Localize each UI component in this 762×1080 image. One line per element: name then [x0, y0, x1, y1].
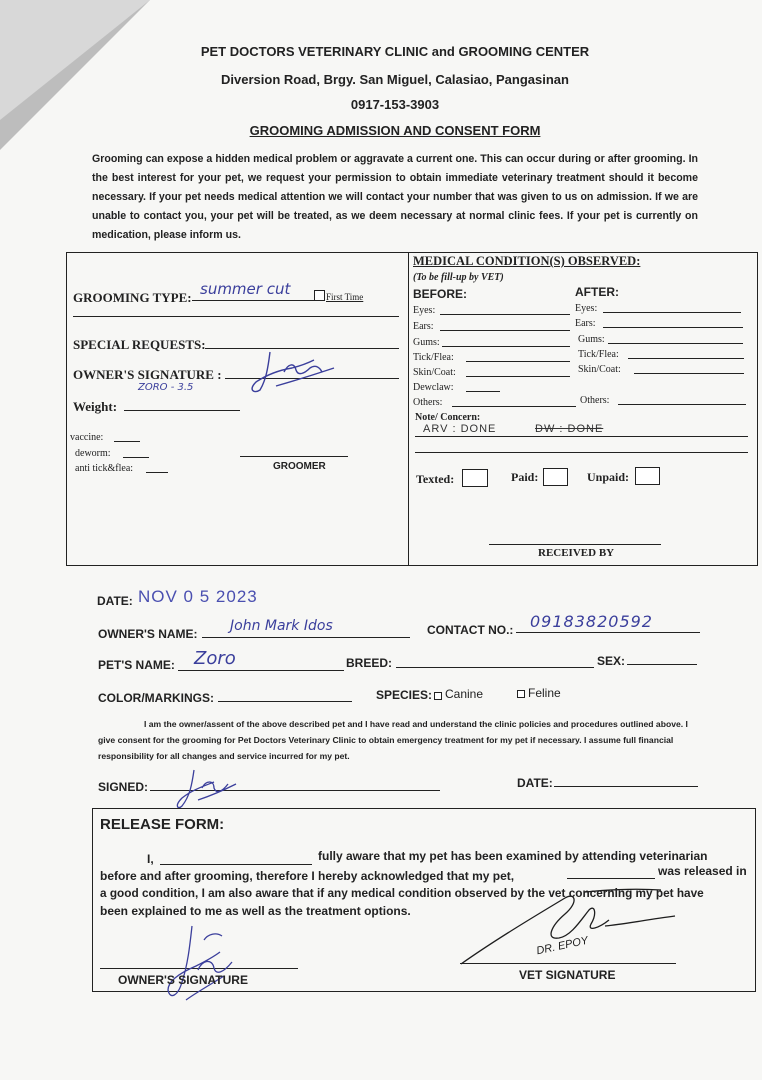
- before-tick-line: [466, 361, 570, 362]
- weight-label: Weight:: [73, 399, 118, 414]
- release-pet-line: [567, 878, 655, 879]
- canine-checkbox[interactable]: [434, 692, 442, 700]
- before-tick: Tick/Flea:: [413, 352, 454, 363]
- after-others-line: [618, 404, 746, 405]
- release-text-2: before and after grooming, therefore I hereby acknowledged that my pet,: [100, 869, 515, 883]
- top-section-divider: [408, 252, 409, 566]
- canine-label: Canine: [445, 687, 484, 701]
- after-skin: Skin/Coat:: [578, 364, 621, 375]
- texted-checkbox[interactable]: [462, 469, 488, 487]
- anti-tick-label: anti tick&flea:: [75, 463, 134, 474]
- release-title: RELEASE FORM:: [100, 816, 225, 833]
- note-line-2: [415, 452, 748, 453]
- color-line: [218, 701, 352, 702]
- after-label: AFTER:: [575, 285, 619, 299]
- vet-signature-scribble: [455, 880, 685, 968]
- owner-signature-label: OWNER'S SIGNATURE :: [73, 367, 222, 382]
- release-text-3: was released in: [658, 864, 747, 878]
- owner-signature-scribble: [240, 346, 340, 398]
- pet-name-label: PET'S NAME:: [98, 658, 175, 672]
- note-label: Note/ Concern:: [415, 412, 481, 423]
- weight-line: [124, 410, 240, 411]
- note-value[interactable]: ARV : DONE: [423, 423, 497, 435]
- release-text-5: been explained to me as well as the treatment options.: [100, 904, 411, 918]
- grooming-type-line: [192, 300, 314, 301]
- pet-name-value[interactable]: Zoro: [194, 648, 236, 669]
- date-stamp: NOV 0 5 2023: [138, 587, 258, 606]
- after-others: Others:: [580, 395, 610, 406]
- sex-label: SEX:: [597, 654, 626, 668]
- groomer-label: GROOMER: [273, 461, 326, 472]
- release-text-1: fully aware that my pet has been examined by attending veterinarian: [318, 849, 708, 863]
- before-gums: Gums:: [413, 337, 440, 348]
- clinic-address: Diversion Road, Brgy. San Miguel, Calasiao, Pangasinan: [221, 72, 569, 87]
- after-gums: Gums:: [578, 334, 605, 345]
- feline-label: Feline: [528, 686, 561, 700]
- weight-note: ZORO - 3.5: [138, 382, 194, 393]
- species-label: SPECIES:: [376, 688, 433, 702]
- owner-release-scribble: [160, 920, 240, 1008]
- pet-name-line: [178, 670, 344, 671]
- form-title: GROOMING ADMISSION AND CONSENT FORM: [249, 123, 541, 138]
- release-text-4: a good condition, I am also aware that if any medical condition observed by the vet concerning my pet have: [100, 886, 704, 900]
- breed-label: BREED:: [346, 656, 393, 670]
- after-tick-line: [628, 358, 744, 359]
- before-dewclaw: Dewclaw:: [413, 382, 454, 393]
- owner-release-sig-label: OWNER'S SIGNATURE: [118, 973, 248, 987]
- after-eyes-line: [603, 312, 741, 313]
- date-label: DATE:: [97, 594, 133, 608]
- consent-paragraph: I am the owner/assent of the above described pet and I have read and understand the clinic policies and procedures outlined above. I give consent for the grooming for Pet Doctors Veterinary Clinic to obtain emergency treatment for my pet if necessary. I assume full financial responsibility for all changes and service incurred for my pet.: [98, 719, 688, 761]
- vaccine-label: vaccine:: [70, 432, 104, 443]
- date2-label: DATE:: [517, 776, 553, 790]
- before-gums-line: [442, 346, 570, 347]
- paid-label: Paid:: [511, 470, 539, 484]
- feline-checkbox[interactable]: [517, 690, 525, 698]
- after-ears: Ears:: [575, 318, 596, 329]
- contact-value[interactable]: 09183820592: [530, 612, 653, 631]
- received-by-label: RECEIVED BY: [538, 547, 615, 559]
- clinic-name: PET DOCTORS VETERINARY CLINIC and GROOMING CENTER: [200, 44, 590, 59]
- grooming-type-label: GROOMING TYPE:: [73, 290, 192, 305]
- before-label: BEFORE:: [413, 287, 467, 301]
- medical-subtitle: (To be fill-up by VET): [413, 272, 504, 283]
- folded-corner: [0, 0, 150, 150]
- grooming-extra-line: [73, 316, 399, 317]
- owner-name-label: OWNER'S NAME:: [98, 627, 198, 641]
- breed-line: [396, 667, 594, 668]
- sex-line: [627, 664, 697, 665]
- before-others: Others:: [413, 397, 443, 408]
- vet-sig-label: VET SIGNATURE: [519, 968, 616, 982]
- anti-tick-line: [146, 472, 168, 473]
- medical-title: MEDICAL CONDITION(S) OBSERVED:: [413, 254, 641, 268]
- deworm-line: [123, 457, 149, 458]
- unpaid-checkbox[interactable]: [635, 467, 660, 485]
- deworm-label: deworm:: [75, 448, 111, 459]
- owner-name-value[interactable]: John Mark Idos: [230, 618, 333, 634]
- before-others-line: [452, 406, 576, 407]
- after-eyes: Eyes:: [575, 303, 598, 314]
- after-gums-line: [608, 343, 743, 344]
- before-skin-line: [466, 376, 570, 377]
- after-tick: Tick/Flea:: [578, 349, 619, 360]
- vet-signature-name: DR. EPOY: [535, 934, 590, 958]
- special-requests-label: SPECIAL REQUESTS:: [73, 337, 206, 352]
- received-by-line: [489, 544, 661, 545]
- unpaid-label: Unpaid:: [587, 470, 630, 484]
- date2-line: [554, 786, 698, 787]
- groomer-line: [240, 456, 348, 457]
- before-ears-line: [440, 330, 570, 331]
- grooming-type-value[interactable]: summer cut: [200, 280, 291, 298]
- vaccine-line: [114, 441, 140, 442]
- before-skin: Skin/Coat:: [413, 367, 456, 378]
- paid-checkbox[interactable]: [543, 468, 568, 486]
- signed-label: SIGNED:: [98, 780, 149, 794]
- note-line-1: [415, 436, 748, 437]
- before-ears: Ears:: [413, 321, 434, 332]
- release-i: I,: [147, 852, 154, 866]
- first-time-checkbox[interactable]: [314, 290, 325, 301]
- color-label: COLOR/MARKINGS:: [98, 691, 214, 705]
- after-skin-line: [634, 373, 744, 374]
- signed-scribble: [170, 766, 240, 814]
- before-eyes-line: [440, 314, 570, 315]
- before-eyes: Eyes:: [413, 305, 436, 316]
- intro-paragraph: Grooming can expose a hidden medical problem or aggravate a current one. This can occur during or after grooming. In the best interest for your pet, we request your permission to obtain immediate veterinary treatment should it become necessary. If your pet needs medical attention we will contact your number that was given to us on admission. If we are unable to contact you, your pet will be treated, as we deem necessary at normal clinic fees. If your pet is currently on medication, please inform us.: [92, 153, 698, 241]
- owner-name-line: [202, 637, 410, 638]
- after-ears-line: [603, 327, 743, 328]
- texted-label: Texted:: [416, 472, 455, 486]
- contact-label: CONTACT NO.:: [427, 623, 514, 637]
- note-struck-value: DW : DONE: [535, 423, 604, 435]
- release-name-line: [160, 864, 312, 865]
- first-time-label: First Time: [326, 292, 364, 302]
- before-dewclaw-line: [466, 391, 500, 392]
- clinic-phone: 0917-153-3903: [350, 97, 440, 112]
- contact-line: [516, 632, 700, 633]
